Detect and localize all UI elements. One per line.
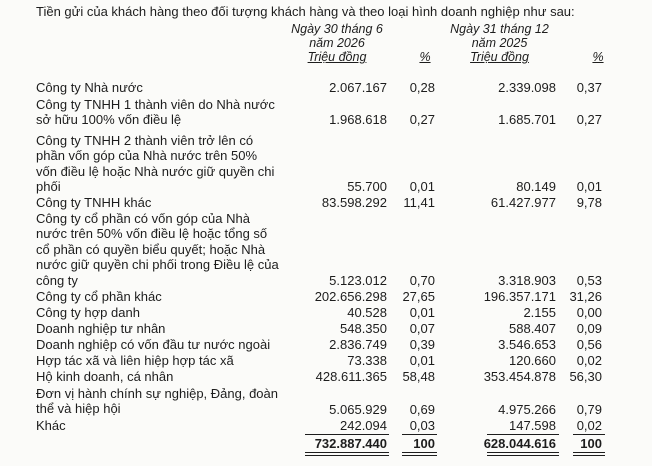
header-col-jun-2026 — [282, 22, 392, 64]
percent-2025: 56,30 — [569, 369, 602, 384]
row-label: Công ty cổ phần khác — [36, 289, 162, 304]
percent-2025: 0,37 — [576, 80, 602, 95]
header-unit: Triệu đồng — [307, 50, 367, 64]
row-label: Công ty cổ phần có vốn góp của Nhà nước trên 50% vốn điều lệ hoặc tổng số cổ phần có quyền biểu quyết; hoặc Nhà nước giữ quyền chi phối trong Điều lệ của công ty — [36, 211, 279, 288]
total-underline — [305, 452, 389, 453]
row-label: Hợp tác xã và liên hiệp hợp tác xã — [36, 353, 234, 368]
header-date-line2: năm 2026 — [309, 36, 365, 50]
header-unit: Triệu đồng — [470, 50, 529, 64]
value-2025: 1.685.701 — [498, 112, 556, 127]
value-2025: 196.357.171 — [483, 289, 556, 304]
value-2026: 83.598.292 — [321, 195, 387, 210]
percent-2026: 0,39 — [409, 337, 435, 352]
header-col-dec-2025 — [437, 22, 562, 64]
value-2025: 353.454.878 — [483, 369, 556, 384]
percent-2026: 0,70 — [409, 273, 435, 288]
row-label: Doanh nghiệp tư nhân — [36, 321, 166, 336]
percent-2025: 0,01 — [576, 179, 602, 194]
value-2025: 3.318.903 — [498, 273, 556, 288]
value-2026: 1.968.618 — [329, 112, 387, 127]
value-2026: 202.656.298 — [314, 289, 387, 304]
percent-2026: 0,69 — [409, 402, 435, 417]
total-underline — [487, 455, 559, 456]
percent-2026: 0,01 — [409, 353, 435, 368]
total-underline — [573, 452, 605, 453]
value-2025: 80.149 — [516, 179, 556, 194]
percent-2025: 0,79 — [576, 402, 602, 417]
value-2025: 147.598 — [509, 418, 556, 433]
value-2025: 588.407 — [509, 321, 556, 336]
percent-2026: 0,07 — [409, 321, 435, 336]
value-2026: 73.338 — [347, 353, 387, 368]
row-label: Khác — [36, 418, 66, 433]
total-underline — [402, 452, 437, 453]
subtotal-line — [487, 434, 559, 435]
value-2026: 5.123.012 — [329, 273, 387, 288]
row-label: Doanh nghiệp có vốn đầu tư nước ngoài — [36, 337, 271, 352]
total-value-2025: 628.044.616 — [483, 436, 556, 451]
value-2025: 61.427.977 — [490, 195, 556, 210]
percent-2026: 0,28 — [409, 80, 435, 95]
value-2026: 548.350 — [340, 321, 387, 336]
percent-2025: 31,26 — [569, 289, 602, 304]
total-underline — [573, 455, 605, 456]
percent-2025: 9,78 — [576, 195, 602, 210]
value-2025: 2.339.098 — [498, 80, 556, 95]
percent-2026: 0,01 — [409, 179, 435, 194]
percent-2025: 0,27 — [576, 112, 602, 127]
percent-2025: 0,02 — [576, 418, 602, 433]
percent-2026: 11,41 — [403, 195, 435, 210]
header-percent-2: % — [592, 50, 604, 64]
value-2026: 242.094 — [340, 418, 387, 433]
percent-2025: 0,56 — [576, 337, 602, 352]
row-label: Công ty TNHH khác — [36, 195, 152, 210]
row-label: Đơn vị hành chính sự nghiệp, Đảng, đoàn thể và hiệp hội — [36, 386, 278, 417]
value-2025: 3.546.653 — [498, 337, 556, 352]
row-label: Hộ kinh doanh, cá nhân — [36, 369, 174, 384]
value-2025: 4.975.266 — [498, 402, 556, 417]
row-label: Công ty hợp danh — [36, 305, 140, 320]
value-2025: 2.155 — [523, 305, 556, 320]
value-2026: 428.611.365 — [315, 369, 387, 384]
row-label: Công ty Nhà nước — [36, 80, 143, 95]
total-percent-2025: 100 — [580, 436, 602, 451]
row-label: Công ty TNHH 1 thành viên do Nhà nước sở hữu 100% vốn điều lệ — [36, 97, 275, 128]
percent-2026: 0,27 — [409, 112, 435, 127]
subtotal-line — [402, 434, 437, 435]
total-value-2026: 732.887.440 — [314, 436, 387, 451]
header-date-line2: năm 2025 — [471, 36, 528, 50]
header-date-line1: Ngày 30 tháng 6 — [291, 22, 383, 36]
subtotal-line — [573, 434, 605, 435]
total-underline — [305, 455, 389, 456]
value-2026: 5.065.929 — [329, 402, 387, 417]
percent-2026: 27,65 — [402, 289, 435, 304]
total-underline — [487, 452, 559, 453]
subtotal-line — [305, 434, 389, 435]
percent-2026: 0,03 — [409, 418, 435, 433]
header-percent-1: % — [419, 50, 431, 64]
value-2026: 40.528 — [347, 305, 387, 320]
total-underline — [402, 455, 437, 456]
percent-2025: 0,00 — [576, 305, 602, 320]
percent-2025: 0,02 — [576, 353, 602, 368]
value-2025: 120.660 — [509, 353, 556, 368]
percent-2026: 58,48 — [402, 369, 435, 384]
header-date-line1: Ngày 31 tháng 12 — [450, 22, 549, 36]
intro-text: Tiền gửi của khách hàng theo đối tượng khách hàng và theo loại hình doanh nghiệp như sau: — [36, 4, 575, 19]
total-percent-2026: 100 — [413, 436, 435, 451]
percent-2025: 0,09 — [576, 321, 602, 336]
percent-2025: 0,53 — [576, 273, 602, 288]
row-label: Công ty TNHH 2 thành viên trở lên có phần vốn góp của Nhà nước trên 50% vốn điều lệ hoặc Nhà nước giữ quyền chi phối — [36, 133, 275, 195]
value-2026: 55.700 — [347, 179, 387, 194]
percent-2026: 0,01 — [409, 305, 435, 320]
value-2026: 2.067.167 — [329, 80, 387, 95]
value-2026: 2.836.749 — [329, 337, 387, 352]
